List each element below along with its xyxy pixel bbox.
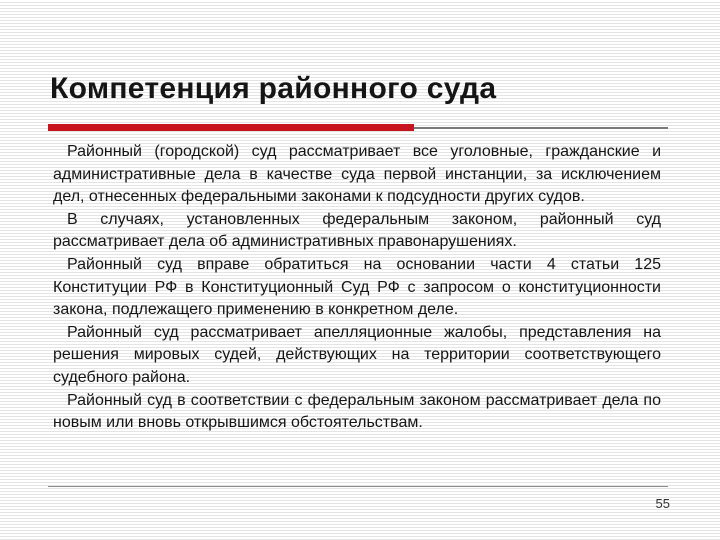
title-divider-line <box>414 127 668 129</box>
bottom-divider-line <box>48 486 668 487</box>
paragraph-jurisdiction: Районный (городской) суд рассматривает все уголовные, гражданские и административные дела в качестве суда первой инстанции, за исключением дел, отнесенных федеральными законами к подсудности других судов. <box>53 143 661 206</box>
slide-title: Компетенция районного суда <box>50 72 497 105</box>
paragraph-appeals: Районный суд рассматривает апелляционные жалобы, представления на решения мировых судей, действующих на территории соответствующего судебного района. <box>53 323 661 386</box>
paragraph-new-circumstances: Районный суд в соответствии с федеральным законом рассматривает дела по новым или вновь открывшимся обстоятельствам. <box>53 391 661 432</box>
paragraph-constitutional-request: Районный суд вправе обратиться на основании части 4 статьи 125 Конституции РФ в Конституционный Суд РФ с запросом о конституционности закона, подлежащего применению в конкретном деле. <box>53 255 661 319</box>
paragraph-administrative-offenses: В случаях, установленных федеральным законом, районный суд рассматривает дела об административных правонарушениях. <box>53 210 661 251</box>
page-number: 55 <box>655 496 670 511</box>
slide-body <box>53 141 661 435</box>
title-accent-bar <box>48 124 414 131</box>
